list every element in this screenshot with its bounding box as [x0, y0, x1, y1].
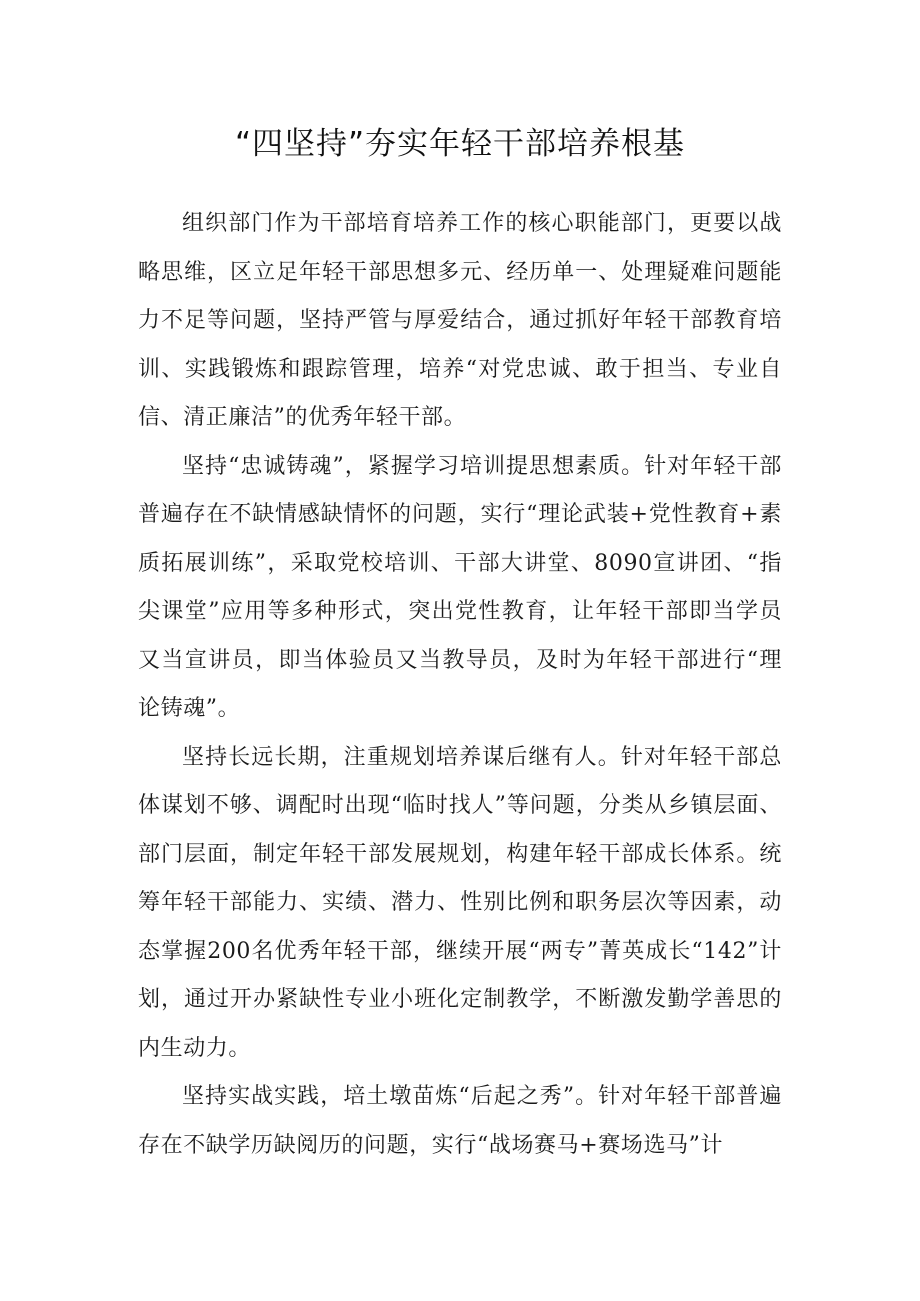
document-body [138, 200, 782, 1170]
paragraph-loyalty: 坚持“忠诚铸魂”，紧握学习培训提思想素质。针对年轻干部普遍存在不缺情感缺情怀的问题，实行“理论武装+党性教育+素质拓展训练”，采取党校培训、干部大讲堂、8090宣讲团、“指尖课堂”应用等多种形式，突出党性教育，让年轻干部即当学员又当宣讲员，即当体验员又当教导员，及时为年轻干部进行“理论铸魂”。 [138, 453, 782, 721]
paragraph-practice: 坚持实战实践，培土墩苗炼“后起之秀”。针对年轻干部普遍存在不缺学历缺阅历的问题，实行“战场赛马+赛场选马”计 [138, 1084, 782, 1158]
paragraph-planning: 坚持长远长期，注重规划培养谋后继有人。针对年轻干部总体谋划不够、调配时出现“临时找人”等问题，分类从乡镇层面、部门层面，制定年轻干部发展规划，构建年轻干部成长体系。统筹年轻干部能力、实绩、潜力、性别比例和职务层次等因素，动态掌握200名优秀年轻干部，继续开展“两专”菁英成长“142”计划，通过开办紧缺性专业小班化定制教学，不断激发勤学善思的内生动力。 [138, 744, 782, 1061]
paragraph-intro: 组织部门作为干部培育培养工作的核心职能部门，更要以战略思维，区立足年轻干部思想多元、经历单一、处理疑难问题能力不足等问题，坚持严管与厚爱结合，通过抓好年轻干部教育培训、实践锻炼和跟踪管理，培养“对党忠诚、敢于担当、专业自信、清正廉洁”的优秀年轻干部。 [138, 211, 782, 430]
document-title: “四坚持”夯实年轻干部培养根基 [234, 126, 686, 162]
